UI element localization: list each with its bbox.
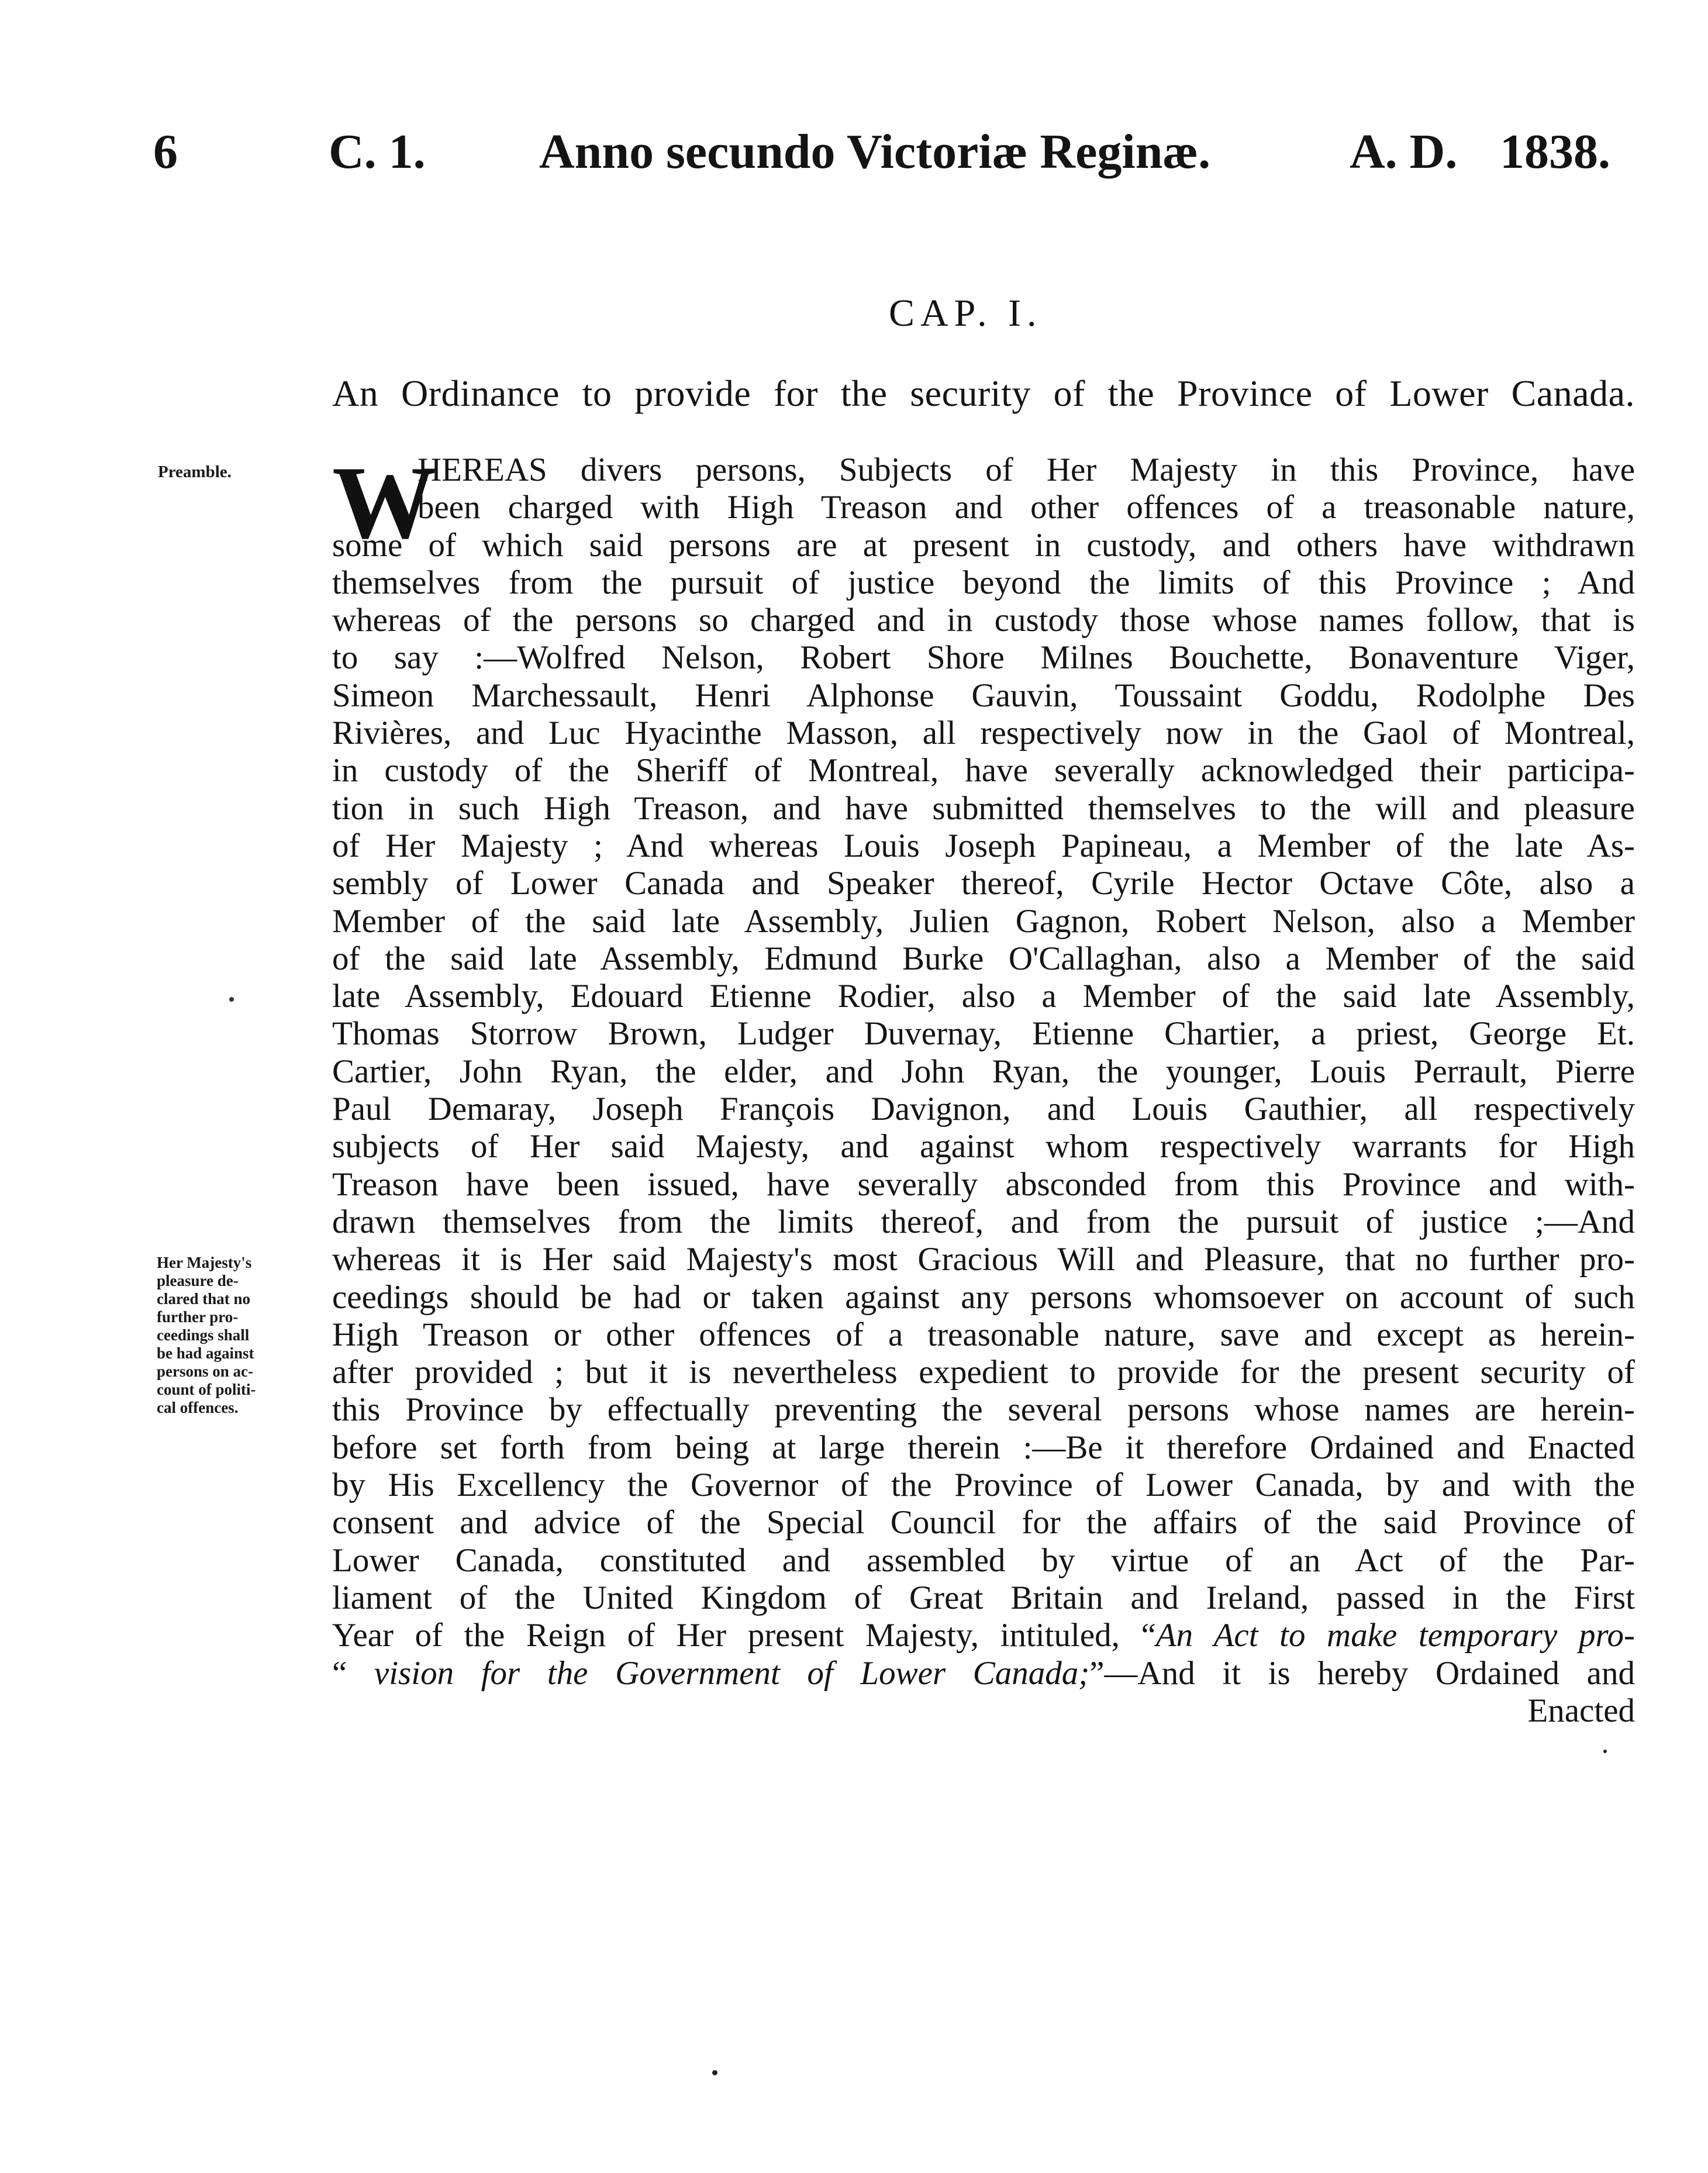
body-line: liament of the United Kingdom of Great Britain and Ireland, passed in the First [332, 1579, 1635, 1616]
body-line: HEREAS divers persons, Subjects of Her Majesty in this Province, have [417, 451, 1635, 488]
body-line [332, 1617, 1635, 1654]
body-line: Thomas Storrow Brown, Ludger Duvernay, Etienne Chartier, a priest, George Et. [332, 1015, 1635, 1053]
body-line: before set forth from being at large therein :—Be it therefore Ordained and Enacted [332, 1429, 1635, 1466]
margin-note-line: be had against [157, 1344, 254, 1362]
body-line: Simeon Marchessault, Henri Alphonse Gauvin, Toussaint Goddu, Rodolphe Des [332, 677, 1635, 714]
page-number: 6 [153, 125, 178, 179]
body-line: themselves from the pursuit of justice beyond the limits of this Province ; And [332, 564, 1635, 601]
catchword: Enacted [1527, 1692, 1635, 1729]
act-title-italic: vision for the Government of Lower Canada; [374, 1654, 1090, 1692]
margin-note-line: count of politi- [157, 1381, 256, 1398]
body-line-text: Year of the Reign of Her present Majesty, intituled, “ [332, 1617, 1156, 1654]
body-line: whereas of the persons so charged and in custody those whose names follow, that is [332, 602, 1635, 639]
body-line: High Treason or other offences of a treasonable nature, save and except as herein- [332, 1316, 1635, 1353]
body-line: Member of the said late Assembly, Julien Gagnon, Robert Nelson, also a Member [332, 902, 1635, 940]
body-line-text: ”—And it is hereby Ordained and [1089, 1654, 1635, 1692]
margin-note-line: ceedings shall [157, 1326, 250, 1344]
body-line: of the said late Assembly, Edmund Burke O'Callaghan, also a Member of the said [332, 940, 1635, 977]
ink-speck [712, 2070, 717, 2075]
body-line: Rivières, and Luc Hyacinthe Masson, all respectively now in the Gaol of Montreal, [332, 715, 1635, 752]
body-line: in custody of the Sheriff of Montreal, have severally acknowledged their participa- [332, 752, 1635, 789]
body-line: of Her Majesty ; And whereas Louis Joseph Papineau, a Member of the late As- [332, 827, 1635, 864]
body-line: drawn themselves from the limits thereof, and from the pursuit of justice ;—And [332, 1203, 1635, 1240]
cap-heading: CAP. I. [889, 292, 1043, 334]
act-title-italic: An Act to make temporary pro- [1155, 1617, 1635, 1654]
margin-dot [229, 997, 234, 1002]
year: 1838. [1500, 125, 1610, 179]
body-line: Lower Canada, constituted and assembled by virtue of an Act of the Par- [332, 1541, 1635, 1579]
body-line: Cartier, John Ryan, the elder, and John Ryan, the younger, Louis Perrault, Pierre [332, 1053, 1635, 1090]
margin-note-line: further pro- [157, 1308, 239, 1326]
body-line: consent and advice of the Special Council for the affairs of the said Province of [332, 1504, 1635, 1541]
ordinance-body [332, 444, 1635, 1730]
drop-cap: W [332, 444, 436, 560]
margin-note-preamble: Preamble. [158, 463, 232, 481]
body-line: tion in such High Treason, and have submitted themselves to the will and pleasure [332, 789, 1635, 827]
body-line: late Assembly, Edouard Etienne Rodier, also a Member of the said late Assembly, [332, 978, 1635, 1015]
running-title: Anno secundo Victoriæ Reginæ. [539, 125, 1211, 179]
ink-speck [1603, 1750, 1607, 1753]
margin-note-line: persons on ac- [157, 1363, 254, 1380]
chapter-number: C. 1. [329, 125, 426, 179]
margin-note-line: cal offences. [157, 1399, 239, 1416]
body-line: ceedings should be had or taken against any persons whomsoever on account of such [332, 1278, 1635, 1316]
margin-note-line: clared that no [157, 1290, 250, 1308]
ordinance-title: An Ordinance to provide for the security of the Province of Lower Canada. [332, 372, 1635, 414]
body-line: to say :—Wolfred Nelson, Robert Shore Milnes Bouchette, Bonaventure Viger, [332, 639, 1635, 677]
body-line: this Province by effectually preventing the several persons whose names are herein- [332, 1391, 1635, 1429]
anno-domini: A. D. [1350, 125, 1458, 179]
margin-note-line: Her Majesty's [157, 1254, 252, 1271]
body-line: some of which said persons are at present in custody, and others have withdrawn [332, 526, 1635, 564]
margin-note-pleasure [157, 1254, 315, 1417]
margin-note-line: pleasure de- [157, 1272, 239, 1289]
body-line: by His Excellency the Governor of the Province of Lower Canada, by and with the [332, 1467, 1635, 1504]
body-line: after provided ; but it is nevertheless expedient to provide for the present security of [332, 1354, 1635, 1391]
body-line: Treason have been issued, have severally absconded from this Province and with- [332, 1165, 1635, 1203]
body-line: Paul Demaray, Joseph François Davignon, and Louis Gauthier, all respectively [332, 1091, 1635, 1128]
body-line [332, 1655, 1635, 1692]
body-line: subjects of Her said Majesty, and against whom respectively warrants for High [332, 1128, 1635, 1165]
body-line: whereas it is Her said Majesty's most Gracious Will and Pleasure, that no further pro- [332, 1241, 1635, 1278]
body-line: been charged with High Treason and other offences of a treasonable nature, [417, 489, 1635, 526]
open-quote: “ [332, 1654, 374, 1692]
body-line: sembly of Lower Canada and Speaker thereof, Cyrile Hector Octave Côte, also a [332, 865, 1635, 902]
